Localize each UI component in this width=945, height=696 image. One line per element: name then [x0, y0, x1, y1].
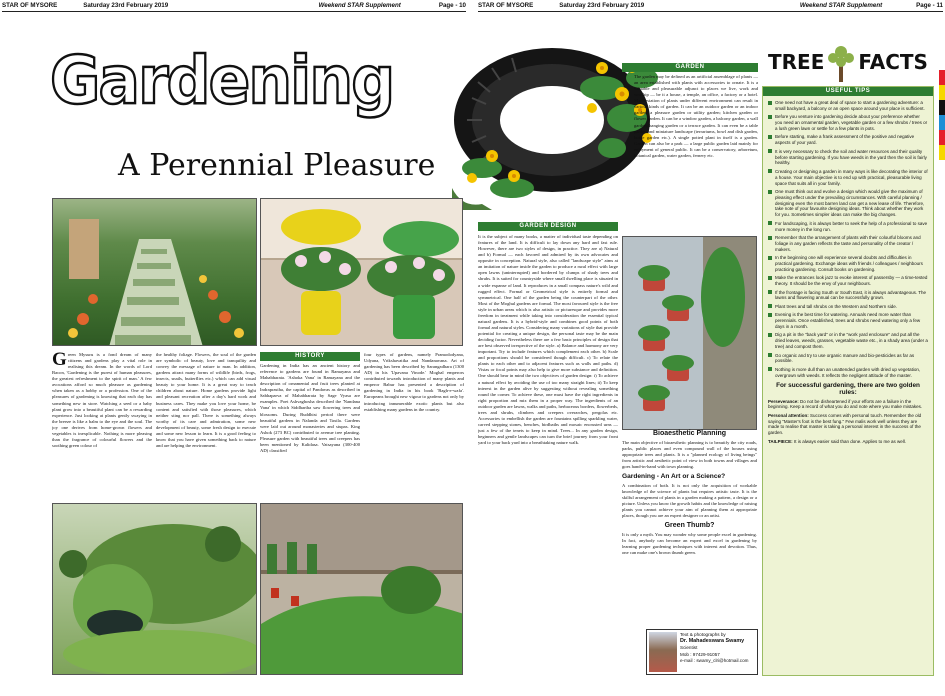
bullet-icon [768, 256, 772, 260]
bullet-icon [768, 149, 772, 153]
garden-design-section [478, 222, 618, 678]
perseverance-label: Perseverance: [768, 398, 799, 404]
bullet-icon [768, 135, 772, 139]
bullet-icon [768, 115, 772, 119]
umbrella-pots-photo [260, 198, 463, 346]
bullet-icon [768, 190, 772, 194]
drop-cap-g: G [52, 352, 67, 370]
tip-text: Remember that the arrangement of plants with their colourful blooms and foliage in any garden reflects the taste and personality of the creator / makers. [775, 235, 921, 252]
bioaesthetic-caption: Bioaesthetic Planning [652, 430, 727, 437]
perseverance-text: Do not be disheartened if your efforts are a failure in the beginning. Keep a record of what you do and note where you make mistakes. [768, 398, 923, 410]
author-email: e-mail : swamy_clri@hotmail.com [680, 657, 749, 663]
tip-text: Go organic and try to use organic manure and bio-pesticides as far as possible. [775, 352, 915, 364]
intro-column-2: the healthy foliage. Flowers, the soul of the garden are symbolic of beauty, love and tranquility and convey the message of nature to man. In addition, gardens attract many forms of wildlife (birds, frogs, insects, snails, butterflies etc.) which can add visual beauty to your home. It is a great way to teach children about nature. Home gardens provide light and pleasant recreation after a day's hard work and business cares. They make you love your home, be content and satisfied with those pleasures, which neither sting nor pall. There is something always worthy of its care and admiration, some new development of beauty, some fresh design to execute and some new lesson to learn. It is a good feeling to know that you have given something back to nature and are helping the environment. [156, 352, 256, 448]
useful-tips-heading: USEFUL TIPS [763, 87, 933, 96]
color-registration-bar [939, 70, 945, 160]
attention-rule [768, 413, 928, 436]
bullet-icon [768, 304, 772, 308]
bullet-icon [768, 290, 772, 294]
perseverance-rule [768, 399, 928, 411]
author-box [646, 629, 758, 675]
left-page-header [2, 0, 466, 12]
author-mobile: Mob : 97429-91057 [680, 651, 720, 657]
tip-item [768, 100, 928, 112]
supplement-name: Weekend STAR Supplement [799, 2, 883, 9]
attention-label: Personal attention: [768, 412, 809, 418]
bullet-icon [768, 333, 772, 337]
tip-text: If the frontage is facing South or South East, it is always advantageous. The lawns and flowering annual can be successfully grown. [775, 289, 927, 301]
paper-name: STAR OF MYSORE [478, 2, 534, 9]
author-label: Text & photographs by [680, 632, 726, 637]
history-heading: HISTORY [260, 352, 360, 361]
author-name: Dr. Mahadeswara Swamy [680, 638, 745, 645]
tip-text: One must think out and evolve a design which would give the maximum of pleasing effect under the prevailing circumstances. With careful planning / designing even the most barren land can get a new lease of life. Therefore, take note of your favourite designing ideas. Think about whether they work for you. Sometimes simpler ideas can make the big changes. [775, 188, 925, 218]
tips-list [768, 100, 928, 379]
tip-item [768, 312, 928, 330]
garden-section [622, 63, 758, 213]
tip-item [768, 290, 928, 302]
right-page-header [478, 0, 943, 12]
tree-word: TREE [768, 50, 825, 74]
paper-name: STAR OF MYSORE [2, 2, 58, 9]
main-title: Gardening [50, 42, 394, 119]
tip-text: Dig a pit in the "back yard" or in the "work yard enclosure" and put all the dried leaves, weeds, grasses, vegetable waste etc., in a shady area (under a tree) and compost them. [775, 332, 928, 350]
tip-text: Before you venture into gardening decide about your preference whether you need an ornamental garden, vegetable garden or a few shrubs / trees or a lush green lawn or settle for a few plants in pots. [775, 114, 928, 131]
tip-item [768, 367, 928, 379]
tip-item [768, 235, 928, 253]
tree-icon [826, 42, 856, 82]
tree-facts-logo [760, 40, 936, 84]
tip-text: Before starting, make a frank assessment of the positive and negative aspects of your yard. [775, 134, 915, 146]
tailpiece-text: It is always easier said than done. Applies to me as well. [793, 438, 906, 444]
bullet-icon [768, 236, 772, 240]
tip-text: Evening is the best time for watering. Annuals need more water than perennials. Once established, trees and shrubs need watering only a few days in a month. [775, 312, 921, 329]
tip-text: For landscaping, it is always better to seek the help of a professional to save more money in the long run. [775, 220, 928, 232]
author-photo [649, 632, 677, 672]
history-text: Gardening in India has an ancient history and reference to gardens are found in Ramayana and Mahabharata. 'Ashoka Vana' in Ramayana and the description of ornamental and fruit trees planted at Indraprastha, the capital of Pandavas as described in Sabhaparva of Mahabharata by Sage Vyasa are examples. Poet Ashvaghosha described the 'Nandana Vana' in which Siddhartha saw flowering trees and blossoms. During Buddhist period there were beautiful gardens in Nalanda and Taxila. Gardens were laid out around monasteries and stupas. King Ashok (273 BC) contributed to avenue tree planting. Pleasure garden with beautiful trees and creepers has been mentioned by Kalidasa. Vatsayana (300-400 AD) classified [260, 363, 360, 453]
tip-text: Nothing is more dull than an unattended garden with dried up vegetation, overgrown with weeds. It reflects the negligent attitude of the master. [775, 366, 921, 378]
facts-word: FACTS [858, 50, 928, 74]
terrace-lawn-photo [260, 503, 463, 675]
tip-item [768, 221, 928, 233]
tip-item [768, 134, 928, 146]
bioaesthetic-text: The main objective of bioaesthetic planning is to beautify the city roads, parks, public places and even compound wall of the houses using appropriate trees and plants. It is a "planned ecology of living beings" from artistic and aesthetic point of view in both towns and villages and goes hand-in-hand with town planning. [622, 440, 757, 470]
bullet-icon [768, 101, 772, 105]
tip-text: Plant trees and tall shrubs on the Western and Northern side. [775, 303, 897, 309]
tip-item [768, 255, 928, 273]
wall-pots-photo [622, 236, 757, 430]
tip-item [768, 169, 928, 187]
attention-text: Success comes with personal touch. Remember the old saying "Master's foot is the best fung." Few malis work well unless they are made to realise that master is taking a personal interest in the success of the garden. [768, 412, 922, 436]
pond-garden-photo [52, 503, 257, 675]
tailpiece [768, 439, 928, 445]
tailpiece-label: TAILPIECE: [768, 438, 793, 444]
subtitle: A Perennial Pleasure [118, 148, 436, 183]
page-date: Saturday 23rd February 2019 [559, 2, 645, 9]
tip-item [768, 275, 928, 287]
garden-text: The garden may be defined as an artificial assemblage of plants — an area established with plants with accessories to ornate. It is a valuable and pleasurable adjunct to places we live, work and worship — be it a house, a temple, an office, a factory or a hotel. Manifestation of plants under different environment can result in various kinds of garden. It can be an outdoor garden or an indoor garden; a pleasure garden or utility garden; kitchen garden or flower garden. It can be a window garden, a balcony garden, a wall garden, hanging garden or a terrace garden. It can even be a table garden and miniature landscape (terrariums, bowl and dish garden, bottle garden etc.). A single potted plant in itself is a garden. Garden can also be a park — a large public garden laid mainly for enjoyment of general public. It can be a conservatory, arboretum, botanical garden, water garden, fernery etc. [634, 74, 758, 158]
art-science-text: A combination of both. It is not only the acquisition of workable knowledge of the science of plants but requires artistic taste. It is the skilful arrangement of plants in a garden making a pattern, a design or a picture. Unless you know the growth habits and the knowledge of raising plants you cannot achieve your aim of planning them at appropriate places, though you are an expert designer or an artist. [622, 483, 757, 519]
author-role: Scientist [680, 645, 698, 651]
useful-tips-box [762, 86, 934, 676]
tip-item [768, 353, 928, 365]
golden-rules-heading: For successful gardening, there are two golden rules: [776, 381, 920, 396]
bullet-icon [768, 353, 772, 357]
page-number: Page - 10 [438, 2, 466, 9]
bullet-icon [768, 276, 772, 280]
green-thumb-heading: Green Thumb? [664, 522, 715, 529]
tip-item [768, 332, 928, 350]
bullet-icon [768, 367, 772, 371]
bullet-icon [768, 221, 772, 225]
tip-item [768, 149, 928, 167]
page-number: Page - 11 [916, 2, 943, 9]
tip-text: Make the entrances look jazz to evoke interest of passersby — a time-tested theory. It should be the envy of your neighbours. [775, 275, 928, 287]
tip-text: It is very necessary to check the soil and water resources and their quality before starting gardening. If you have weeds in the yard then the soil is fairly healthy. [775, 148, 927, 166]
page-date: Saturday 23rd February 2019 [83, 2, 169, 9]
art-science-heading: Gardening - An Art or a Science? [622, 473, 726, 480]
tip-item [768, 114, 928, 132]
tip-text: In the beginning one will experience several doubts and difficulties in practical gardening. Exchange ideas with friends / colleagues / neighbours practicing gardening. Consult books on gardening. [775, 255, 923, 272]
intro-column-1 [52, 352, 152, 497]
bullet-icon [768, 313, 772, 317]
green-thumb-text: It is only a myth. You may wonder why some people excel in gardening. In fact, anybody can become an expert and excel in gardening by learning proper gardening techniques with interest and devotion. Thus, one can make one's brown thumb green. [622, 532, 757, 556]
garden-design-text: It is the subject of many books, a matter of individual taste depending on features of the land. It is difficult to lay down any hard and fast rule. However, there are two styles of design, in practice. They are a) Natural and b) Formal — each favored and admired by its own advocates and opposite in conception. Natural style, also called "landscape style" aims at an imitation of nature inside the garden to produce a rural effect with large open lawns (uninterrupted) and bordered by clumps of shady trees and shrubs. It is suited for countryside where small dwelling place is situated in a wide expanse of land. It reproduces in a small compass nature's wild and rugged effect. Formal or Geometrical style is entirely formal and symmetrical. One half of the garden being the counterpart of the other. Most of the Moghul gardens are formal. The most favoured style is the free style in urban areas which is also artistic or picturesque and provides more freedom in treatment while taking into consideration the essential typical natural gardens. It is a hybrid-style and combines good points of both formal and natural styles. Considering many variations of style that provide potential for creating a unique design, the personal taste may be the main deciding factor. Nevertheless there are a few basic principles of design that are best observed irrespective of the style. a) Balance and harmony are very important. Try to include features which complement each other. b) Scale and proportions should be considered though difficult. c) To relate the plants to each other and to adjacent features such as walls and paths. d) Vistas or focal points may also help to give more substance and definition. One should bear in mind the two objectives of garden design: i) To achieve a natural effect by avoiding the use of too many straight lines; ii) To keep interest in the garden alive by suggesting without revealing something round the corner. To achieve these, one must have the right ingredients in right proportion and mix them in a proper way. The ingredients of an outdoor garden are lawns, walks and paths, herbaceous borders, flowerbeds, trees and shrubs, climbers and creepers overarches, pergolas etc. Accessories to embellish the garden are fountains spilling sparkling water, carved stepping stones, benches, birdbaths and mosaic encrusted urns — just a few of the tenets to keep in mind. Trees... In any garden design, beginners and gentle landscapes can turn the brief journey from your front yard to your back yard into a breathtaking nature walk. [478, 234, 618, 446]
tip-item [768, 189, 928, 218]
history-section [260, 352, 360, 497]
intro-text: reen Mysuru is a fond dream of many citizens and gardens play a vital role in realising this dream. In the words of Lord Bacon, 'Gardening is the purest of human pleasures, the greatest refreshment to the spirit of man.' A few avocations afford so much pleasure as gardening when taken as a hobby or a profession. One of the pleasures of gardening is knowing that each day has something new in store. Watching a seed or a baby plant grow into a beautiful plant can be a rewarding experience. Just looking at plants gently swaying in the breeze is like a balm to the eye and the soul. The joy one derives from home-grown flowers and vegetables is inexplicable. Nothing is more pleasing than the fragrance of colourful flowers and the soothing green colour of [52, 352, 152, 448]
garden-path-photo [52, 198, 257, 346]
bullet-icon [768, 169, 772, 173]
tip-text: Creating or designing a garden in many ways is like decorating the interior of a house. Your main objective is to end up with practical, pleasurable living space that suits all in your family. [775, 168, 928, 186]
supplement-name: Weekend STAR Supplement [318, 2, 401, 9]
tip-item [768, 304, 928, 310]
tip-text: One need not have a great deal of space to start a gardening adventure: a small backyard, a balcony or an open space around your place is sufficient. [775, 100, 925, 111]
garden-heading: GARDEN [622, 63, 758, 72]
garden-design-heading: GARDEN DESIGN [478, 222, 618, 231]
history-continued: four types of gardens, namely Pramododyana, Udyana, Vrikshavatika and Nandanavana. Art of gardening has been described by Sarangadhara (1300 AD) in his 'Upavana Vinode.' Moghal emperors contributed towards introduction of many plants and emperor Babur has presented a description of gardening in India in his book 'Bagh-e-wafa'. Europeans brought new vigour to gardens not only by introducing innumerable exotic plants but also establishing many gardens in the country. [364, 352, 464, 412]
